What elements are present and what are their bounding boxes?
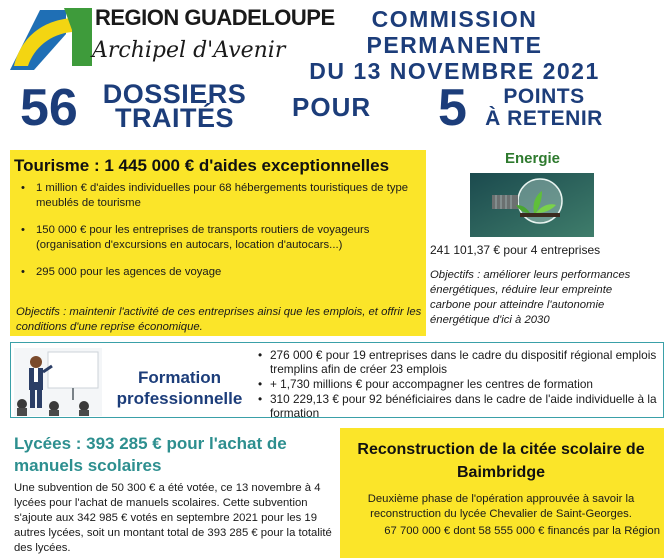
formation-item-text: 276 000 € pour 19 entreprises dans le cadre du dispositif régional emplois tremplins afin de créer 23 emplois [270,348,657,376]
formation-title: Formation professionnelle [116,368,243,408]
logo-name: REGION GUADELOUPE [95,5,335,30]
bullet-icon: • [21,224,25,236]
points-count: 5 [438,79,467,137]
energie-amount: 241 101,37 € pour 4 entreprises [430,243,601,257]
bullet-icon: • [21,266,25,278]
dossiers-label-line-2: TRAITÉS [114,103,234,133]
tourisme-item [16,223,426,253]
formation-item [258,392,663,420]
formation-item [258,377,663,391]
energie-objectifs: Objectifs : améliorer leurs performances énergétiques, réduire leur empreinte carbone pour atteindre l'autonomie énergétique d'ici à 2030 [430,269,631,326]
lycees-text: Une subvention de 50 300 € a été votée, ce 13 novembre à 4 lycées pour l'achat de manuels scolaires. Cette subvention s'ajoute aux 342 985 € votés en septembre 2021 pour les 19 autres lycées, soit un montant total de 393 285 € pour la totalité des lycées. [14,482,332,554]
commission-title [282,6,627,84]
formation-item [258,348,663,376]
tourisme-list [16,181,426,292]
lycees-title: Lycées : 393 285 € pour l'achat de manuels scolaires [14,434,287,475]
tourisme-item [16,265,426,280]
commission-line-1: COMMISSION PERMANENTE [366,6,543,58]
bullet-icon: • [258,348,263,362]
dossiers-count: 56 [20,79,78,137]
tourisme-objectifs: Objectifs : maintenir l'activité de ces entreprises ainsi que les emplois, et offrir les conditions d'une reprise économique. [16,306,422,333]
reconstruction-title: Reconstruction de la citée scolaire de Baimbridge [357,441,645,481]
commission-line-2: DU 13 NOVEMBRE 2021 [309,58,600,84]
tourisme-title: Tourisme : 1 445 000 € d'aides exceptionnelles [14,156,390,175]
dossiers-label [97,79,252,133]
lightbulb-plant-icon [470,173,594,237]
points-label [474,86,614,130]
logo-tagline: Archipel d'Avenir [92,38,286,63]
formation-item-text: 310 229,13 € pour 92 bénéficiaires dans le cadre de l'aide individuelle à la formation [270,392,657,420]
bullet-icon: • [21,182,25,194]
tourisme-item-text: 1 million € d'aides individuelles pour 68 hébergements touristiques de type meublés de tourisme [36,182,409,209]
presenter-whiteboard-icon [14,348,102,416]
tourisme-item-text: 150 000 € pour les entreprises de transports routiers de voyageurs (organisation d'excursions en autocars, location d'autocars...) [36,224,370,251]
region-logo-mark-icon [6,4,96,74]
formation-item-text: + 1,730 millions € pour accompagner les centres de formation [270,377,593,391]
tourisme-item-text: 295 000 pour les agences de voyage [36,266,222,278]
bullet-icon: • [258,392,263,406]
points-label-line-1: POINTS [503,85,585,108]
dossiers-label-line-1: DOSSIERS [102,79,247,109]
reconstruction-amount: 67 700 000 € dont 58 555 000 € financés par la Région [384,525,660,537]
pour-label: POUR [292,92,372,122]
energie-title: Energie [505,150,561,167]
points-label-line-2: À RETENIR [485,107,603,130]
tourisme-item [16,181,426,211]
reconstruction-text: Deuxième phase de l'opération approuvée à savoir la reconstruction du lycée Chevalier de Saint-Georges. [367,493,635,520]
bullet-icon: • [258,377,263,391]
formation-list [258,348,663,421]
